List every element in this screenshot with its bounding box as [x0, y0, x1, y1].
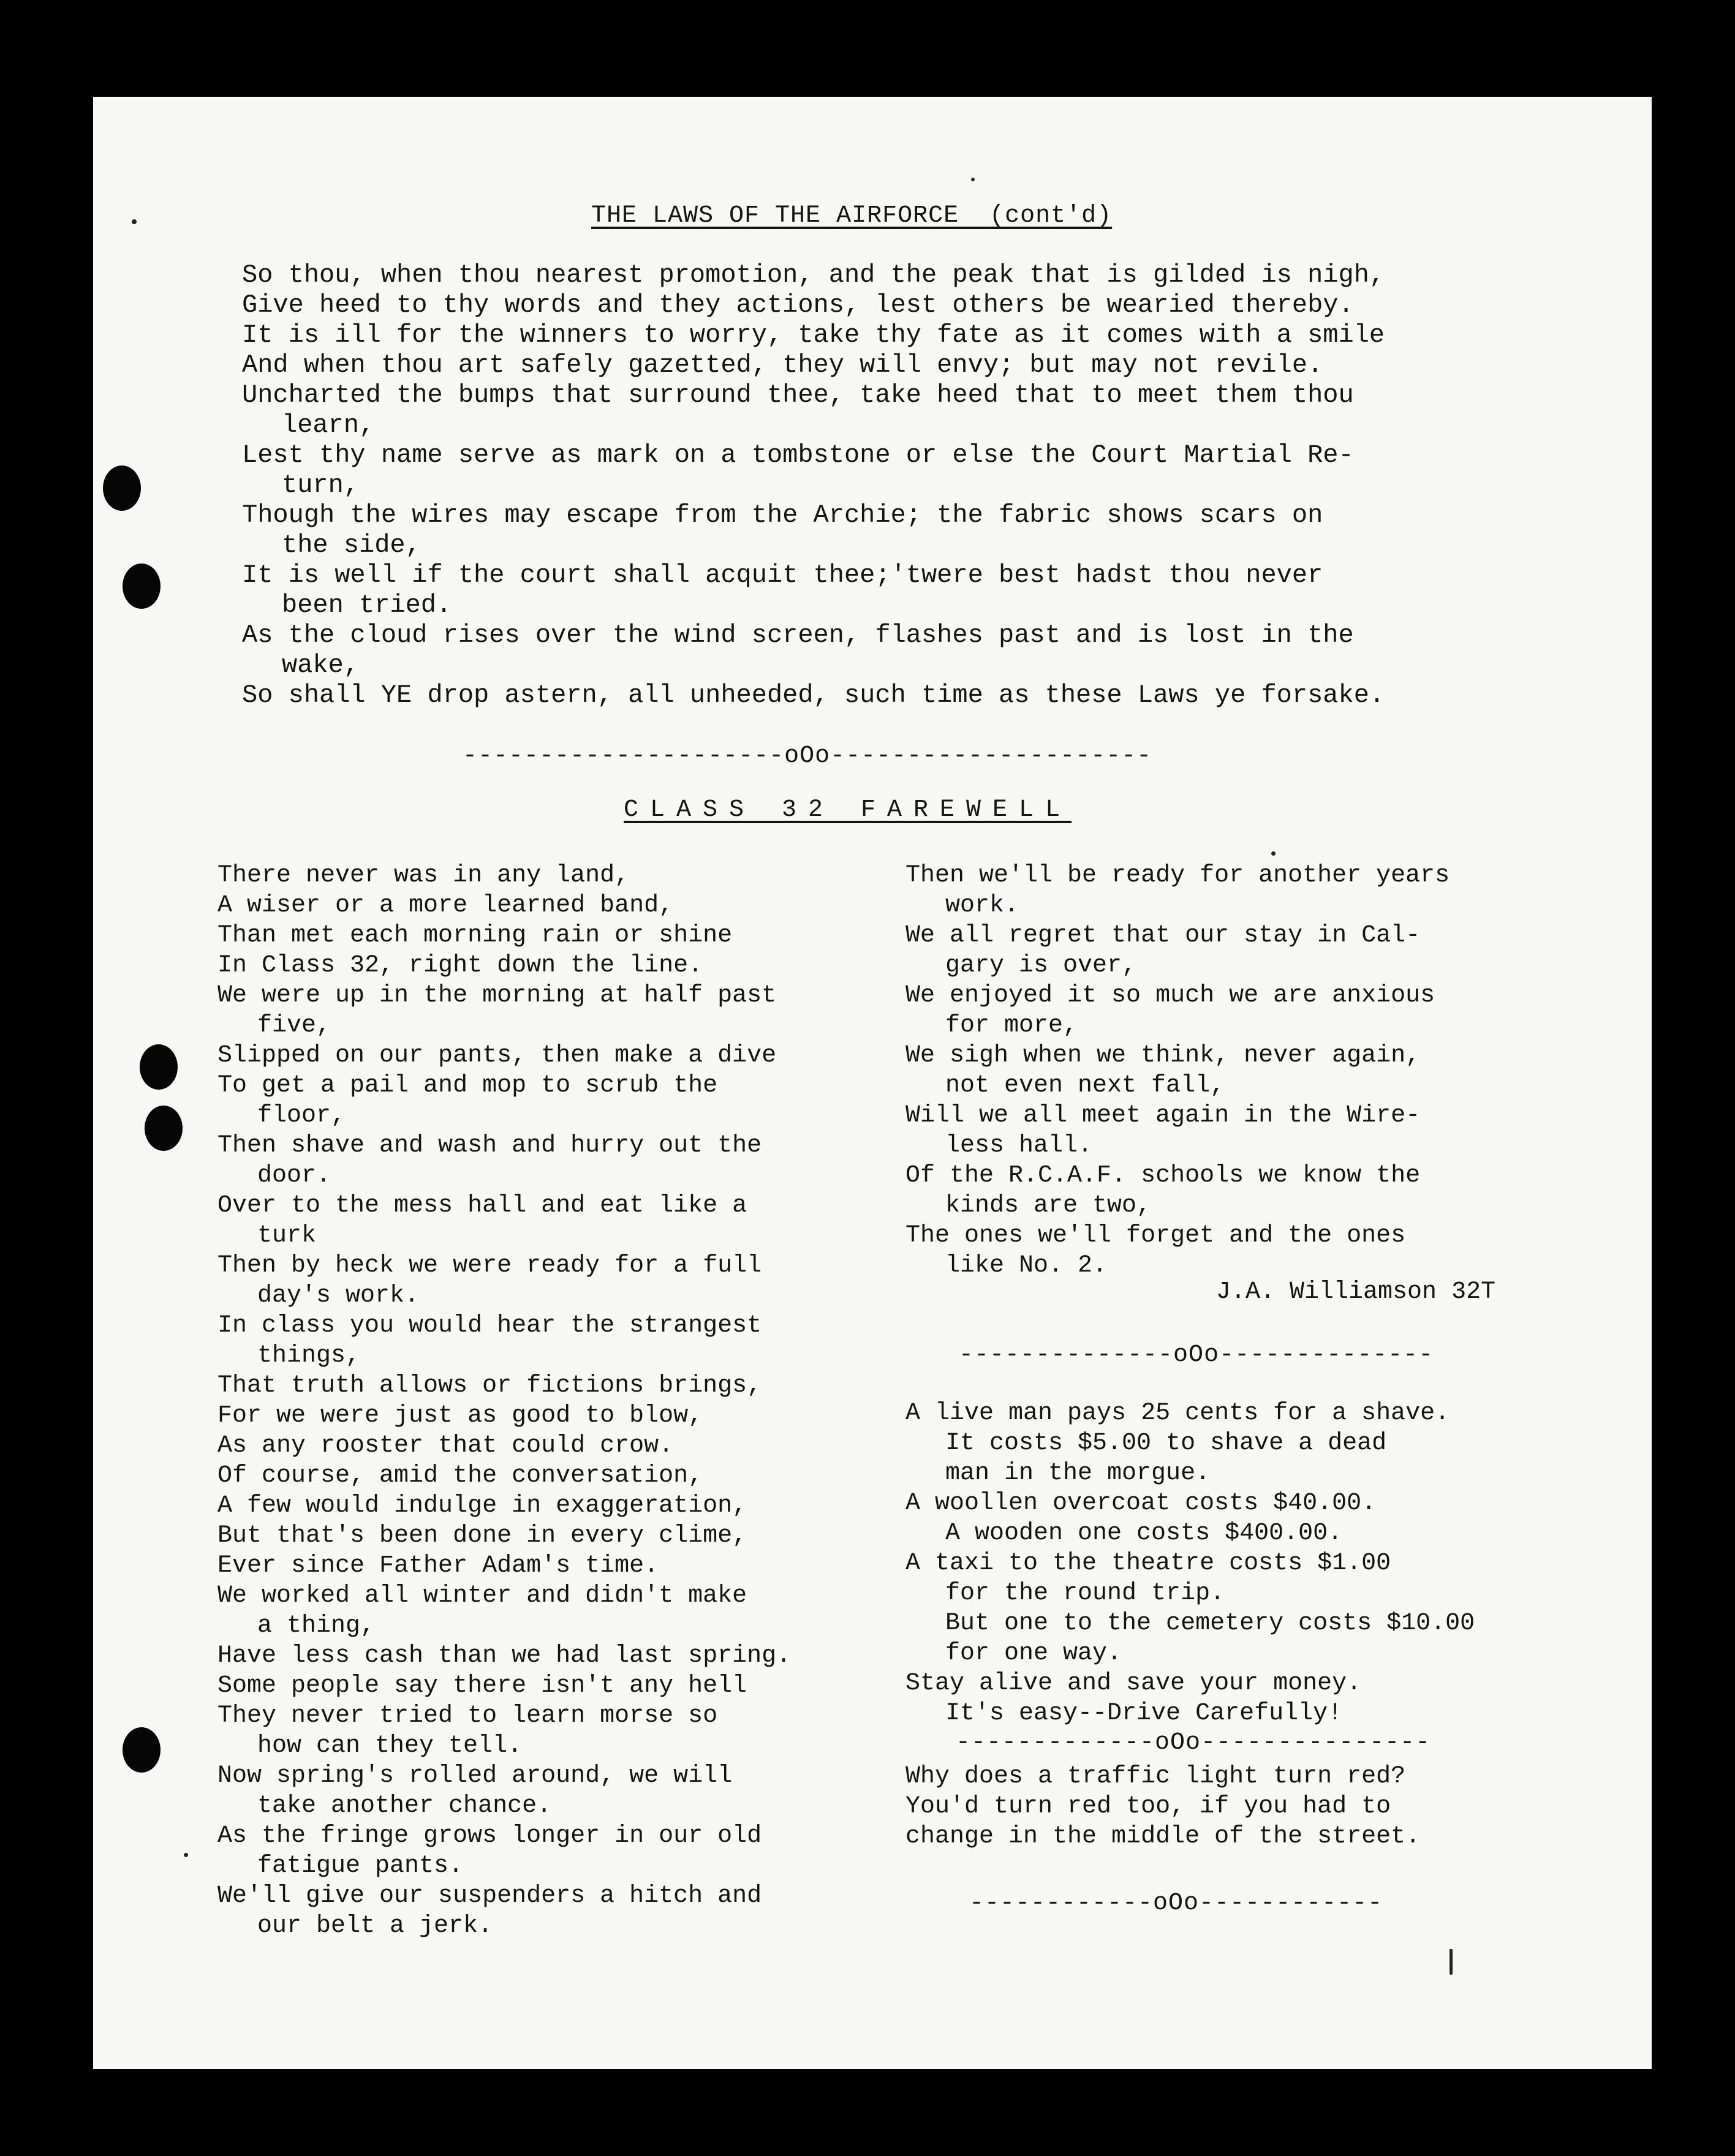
- poem-line: That truth allows or fictions brings,: [217, 1372, 762, 1400]
- poem-line: In class you would hear the strangest: [217, 1312, 762, 1340]
- poem-line: As the fringe grows longer in our old: [217, 1822, 762, 1850]
- joke-line: change in the middle of the street.: [905, 1823, 1421, 1850]
- poem-line: day's work.: [257, 1282, 420, 1310]
- joke-line: It costs $5.00 to shave a dead: [945, 1430, 1387, 1457]
- poem-line: gary is over,: [945, 952, 1137, 979]
- poem-line: To get a pail and mop to scrub the: [217, 1072, 718, 1099]
- punch-hole: [103, 466, 141, 511]
- poem-line: Will we all meet again in the Wire-: [905, 1102, 1421, 1129]
- poem-line: It is ill for the winners to worry, take thy fate as it comes with a smile: [242, 320, 1385, 350]
- joke-line: man in the morgue.: [945, 1460, 1211, 1487]
- laws-poem: [242, 260, 1614, 710]
- poem-line: But that's been done in every clime,: [217, 1522, 747, 1550]
- poem-line: the side,: [282, 530, 421, 560]
- poem-line: like No. 2.: [945, 1252, 1108, 1280]
- poem-line: things,: [257, 1342, 361, 1370]
- poem-line: Then we'll be ready for another years: [905, 862, 1450, 889]
- divider-2: --------------oOo--------------: [959, 1341, 1434, 1369]
- traffic-joke: [905, 1762, 1616, 1852]
- joke-line: Why does a traffic light turn red?: [905, 1763, 1406, 1790]
- punch-hole: [145, 1106, 183, 1151]
- poem-line: turn,: [282, 470, 360, 500]
- poem-line: Than met each morning rain or shine: [217, 922, 733, 949]
- joke-line: A wooden one costs $400.00.: [945, 1520, 1343, 1547]
- joke-line: It's easy--Drive Carefully!: [945, 1700, 1343, 1727]
- poem-line: Lest thy name serve as mark on a tombstone or else the Court Martial Re-: [242, 440, 1354, 470]
- laws-title: THE LAWS OF THE AIRFORCE (cont'd): [591, 202, 1113, 230]
- poem-line: Uncharted the bumps that surround thee, take heed that to meet them thou: [242, 380, 1354, 410]
- poem-line: As any rooster that could crow.: [217, 1432, 674, 1460]
- poem-line: five,: [257, 1012, 331, 1039]
- joke-line: But one to the cemetery costs $10.00: [945, 1610, 1475, 1637]
- poem-line: And when thou art safely gazetted, they will envy; but may not revile.: [242, 350, 1323, 380]
- shave-joke: [905, 1398, 1616, 1728]
- poem-line: kinds are two,: [945, 1192, 1152, 1219]
- poem-line: for more,: [945, 1012, 1078, 1039]
- farewell-left-column: [217, 861, 907, 1941]
- poem-line: wake,: [282, 650, 360, 680]
- poem-line: They never tried to learn morse so: [217, 1702, 718, 1730]
- poem-line: how can they tell.: [257, 1732, 523, 1760]
- divider-3: -------------oOo---------------: [956, 1729, 1431, 1757]
- poem-line: Of course, amid the conversation,: [217, 1462, 703, 1490]
- poem-line: So shall YE drop astern, all unheeded, such time as these Laws ye forsake.: [242, 680, 1385, 710]
- poem-line: A few would indulge in exaggeration,: [217, 1492, 747, 1520]
- poem-line: We all regret that our stay in Cal-: [905, 922, 1421, 949]
- poem-line: our belt a jerk.: [257, 1912, 493, 1940]
- farewell-title: CLASS 32 FAREWELL: [624, 796, 1072, 824]
- poem-line: work.: [945, 892, 1019, 919]
- ink-speck: [1271, 851, 1276, 856]
- ink-speck: [1450, 1949, 1453, 1975]
- punch-hole: [140, 1044, 178, 1090]
- poem-line: We'll give our suspenders a hitch and: [217, 1882, 762, 1910]
- divider-1: ---------------------oOo---------------------: [463, 742, 1152, 770]
- poem-line: The ones we'll forget and the ones: [905, 1222, 1406, 1250]
- poem-line: less hall.: [945, 1132, 1093, 1159]
- joke-line: for the round trip.: [945, 1580, 1225, 1607]
- poem-line: fatigue pants.: [257, 1852, 464, 1880]
- poem-line: We enjoyed it so much we are anxious: [905, 982, 1435, 1009]
- poem-line: Now spring's rolled around, we will: [217, 1762, 733, 1790]
- joke-line: for one way.: [945, 1640, 1122, 1667]
- poem-line: We sigh when we think, never again,: [905, 1042, 1421, 1069]
- poem-line: floor,: [257, 1102, 346, 1129]
- poem-line: Then by heck we were ready for a full: [217, 1252, 762, 1280]
- poem-line: We worked all winter and didn't make: [217, 1582, 747, 1610]
- poem-line: been tried.: [282, 590, 452, 620]
- poem-line: As the cloud rises over the wind screen, flashes past and is lost in the: [242, 620, 1354, 650]
- poem-line: We were up in the morning at half past: [217, 982, 777, 1009]
- poem-line: It is well if the court shall acquit thee;'twere best hadst thou never: [242, 560, 1323, 590]
- poem-line: not even next fall,: [945, 1072, 1225, 1099]
- poem-line: Slipped on our pants, then make a dive: [217, 1042, 777, 1069]
- joke-line: Stay alive and save your money.: [905, 1670, 1362, 1697]
- poem-line: a thing,: [257, 1612, 376, 1640]
- ink-speck: [132, 219, 137, 224]
- poem-line: Over to the mess hall and eat like a: [217, 1192, 747, 1219]
- poem-line: Of the R.C.A.F. schools we know the: [905, 1162, 1421, 1189]
- joke-line: A live man pays 25 cents for a shave.: [905, 1400, 1450, 1427]
- poem-line: Give heed to thy words and they actions, lest others be wearied thereby.: [242, 290, 1354, 320]
- poem-line: turk: [257, 1222, 317, 1250]
- ink-speck: [971, 178, 975, 181]
- punch-hole: [123, 564, 161, 609]
- poem-line: learn,: [282, 410, 375, 440]
- joke-line: A woollen overcoat costs $40.00.: [905, 1490, 1377, 1517]
- joke-line: A taxi to the theatre costs $1.00: [905, 1550, 1391, 1577]
- poem-line: Then shave and wash and hurry out the: [217, 1132, 762, 1159]
- poem-line: Ever since Father Adam's time.: [217, 1552, 659, 1580]
- poem-line: take another chance.: [257, 1792, 552, 1820]
- poem-line: Some people say there isn't any hell: [217, 1672, 747, 1700]
- poem-line: For we were just as good to blow,: [217, 1402, 703, 1430]
- signature: J.A. Williamson 32T: [1216, 1278, 1496, 1306]
- divider-4: ------------oOo------------: [969, 1890, 1383, 1917]
- punch-hole: [123, 1727, 161, 1773]
- poem-line: A wiser or a more learned band,: [217, 892, 674, 919]
- poem-line: There never was in any land,: [217, 862, 630, 889]
- poem-line: Though the wires may escape from the Archie; the fabric shows scars on: [242, 500, 1323, 530]
- poem-line: So thou, when thou nearest promotion, and the peak that is gilded is nigh,: [242, 260, 1385, 290]
- ink-speck: [184, 1853, 188, 1857]
- farewell-right-column: [905, 861, 1616, 1281]
- joke-line: You'd turn red too, if you had to: [905, 1793, 1391, 1820]
- poem-line: In Class 32, right down the line.: [217, 952, 703, 979]
- poem-line: Have less cash than we had last spring.: [217, 1642, 792, 1670]
- poem-line: door.: [257, 1162, 331, 1189]
